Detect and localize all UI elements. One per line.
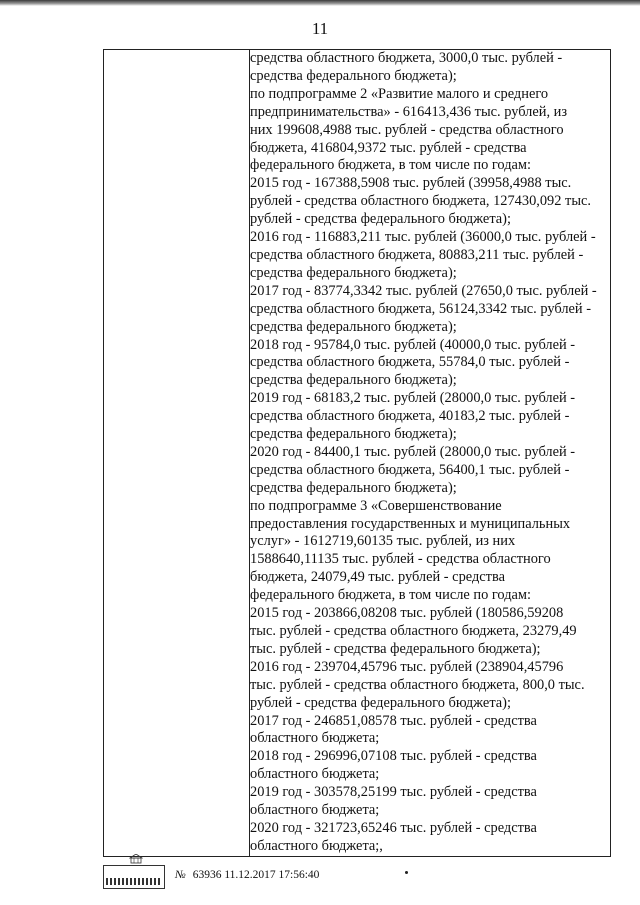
text-line: средства областного бюджета, 55784,0 тыс. рублей - [250, 354, 570, 371]
table-cell-empty [104, 50, 250, 857]
text-line: предоставления государственных и муниципальных [250, 515, 571, 532]
text-line: них 199608,4988 тыс. рублей - средства областного [250, 121, 564, 138]
text-line: средства федерального бюджета); [250, 426, 457, 443]
text-line: 2018 год - 296996,07108 тыс. рублей - средства [250, 748, 537, 765]
document-footer [103, 862, 603, 890]
text-line: средства областного бюджета, 56400,1 тыс. рублей - [250, 461, 570, 478]
building-emblem-icon [129, 854, 143, 864]
text-line: рублей - средства федерального бюджета); [250, 694, 511, 711]
text-line: 2019 год - 68183,2 тыс. рублей (28000,0 тыс. рублей - [250, 390, 576, 407]
text-line: тыс. рублей - средства областного бюджета, 23279,49 [250, 623, 577, 639]
text-line: 2015 год - 203866,08208 тыс. рублей (180586,59208 [250, 605, 564, 622]
stamp-code-graphic [106, 867, 162, 874]
registration-stamp [103, 865, 165, 889]
text-line: 2015 год - 167388,5908 тыс. рублей (39958,4988 тыс. [250, 175, 572, 192]
text-line: по подпрограмме 2 «Развитие малого и среднего [250, 85, 549, 102]
text-line: 2018 год - 95784,0 тыс. рублей (40000,0 тыс. рублей - [250, 336, 576, 353]
text-line: 1588640,11135 тыс. рублей - средства областного [250, 551, 551, 568]
document-datetime: 11.12.2017 17:56:40 [224, 869, 320, 881]
table-cell-text [250, 50, 611, 857]
text-line: услуг» - 1612719,60135 тыс. рублей, из них [250, 533, 516, 550]
text-line: рублей - средства федерального бюджета); [250, 211, 511, 228]
content-table [103, 49, 611, 857]
text-line: средства областного бюджета, 56124,3342 тыс. рублей - [250, 300, 591, 317]
text-line: средства федерального бюджета); [250, 318, 457, 335]
text-line: средства областного бюджета, 3000,0 тыс. рублей - [250, 50, 563, 66]
text-line: средства областного бюджета, 40183,2 тыс. рублей - [250, 408, 570, 425]
stamp-barcode [106, 878, 162, 885]
text-line: предпринимательства» - 616413,436 тыс. рублей, из [250, 103, 568, 120]
scan-edge [0, 0, 640, 6]
text-line: средства федерального бюджета); [250, 264, 457, 281]
text-line: 2017 год - 83774,3342 тыс. рублей (27650,0 тыс. рублей - [250, 282, 597, 299]
text-line: 2017 год - 246851,08578 тыс. рублей - средства [250, 712, 537, 729]
text-line: тыс. рублей - средства федерального бюджета); [250, 640, 541, 657]
text-line: средства федерального бюджета); [250, 372, 457, 389]
page-number: 11 [311, 19, 329, 38]
document-number: 63936 [192, 869, 222, 881]
text-line: рублей - средства областного бюджета, 127430,092 тыс. [250, 193, 591, 210]
text-line: бюджета, 24079,49 тыс. рублей - средства [250, 569, 505, 586]
text-line: 2020 год - 84400,1 тыс. рублей (28000,0 тыс. рублей - [250, 443, 576, 460]
text-line: 2019 год - 303578,25199 тыс. рублей - средства [250, 784, 537, 801]
text-line: 2016 год - 116883,211 тыс. рублей (36000,0 тыс. рублей - [250, 229, 596, 246]
text-line: федерального бюджета, в том числе по годам: [250, 157, 532, 174]
text-line: областного бюджета; [250, 766, 380, 783]
scan-speck [405, 871, 408, 874]
table-row [104, 50, 611, 857]
text-line: тыс. рублей - средства областного бюджета, 800,0 тыс. [250, 676, 585, 693]
number-sign: № [175, 869, 186, 881]
document-registration-info [175, 869, 319, 881]
text-line: средства федерального бюджета); [250, 479, 457, 496]
text-line: областного бюджета; [250, 802, 380, 819]
text-line: областного бюджета; [250, 730, 380, 747]
text-line: средства областного бюджета, 80883,211 тыс. рублей - [250, 246, 584, 263]
text-line: бюджета, 416804,9372 тыс. рублей - средства [250, 139, 527, 156]
text-line: средства федерального бюджета); [250, 67, 457, 84]
text-line: областного бюджета;, [250, 837, 383, 854]
text-line: 2020 год - 321723,65246 тыс. рублей - средства [250, 819, 537, 836]
text-line: федерального бюджета, в том числе по годам: [250, 587, 532, 604]
text-line: по подпрограмме 3 «Совершенствование [250, 497, 502, 514]
text-line: 2016 год - 239704,45796 тыс. рублей (238904,45796 [250, 658, 564, 675]
